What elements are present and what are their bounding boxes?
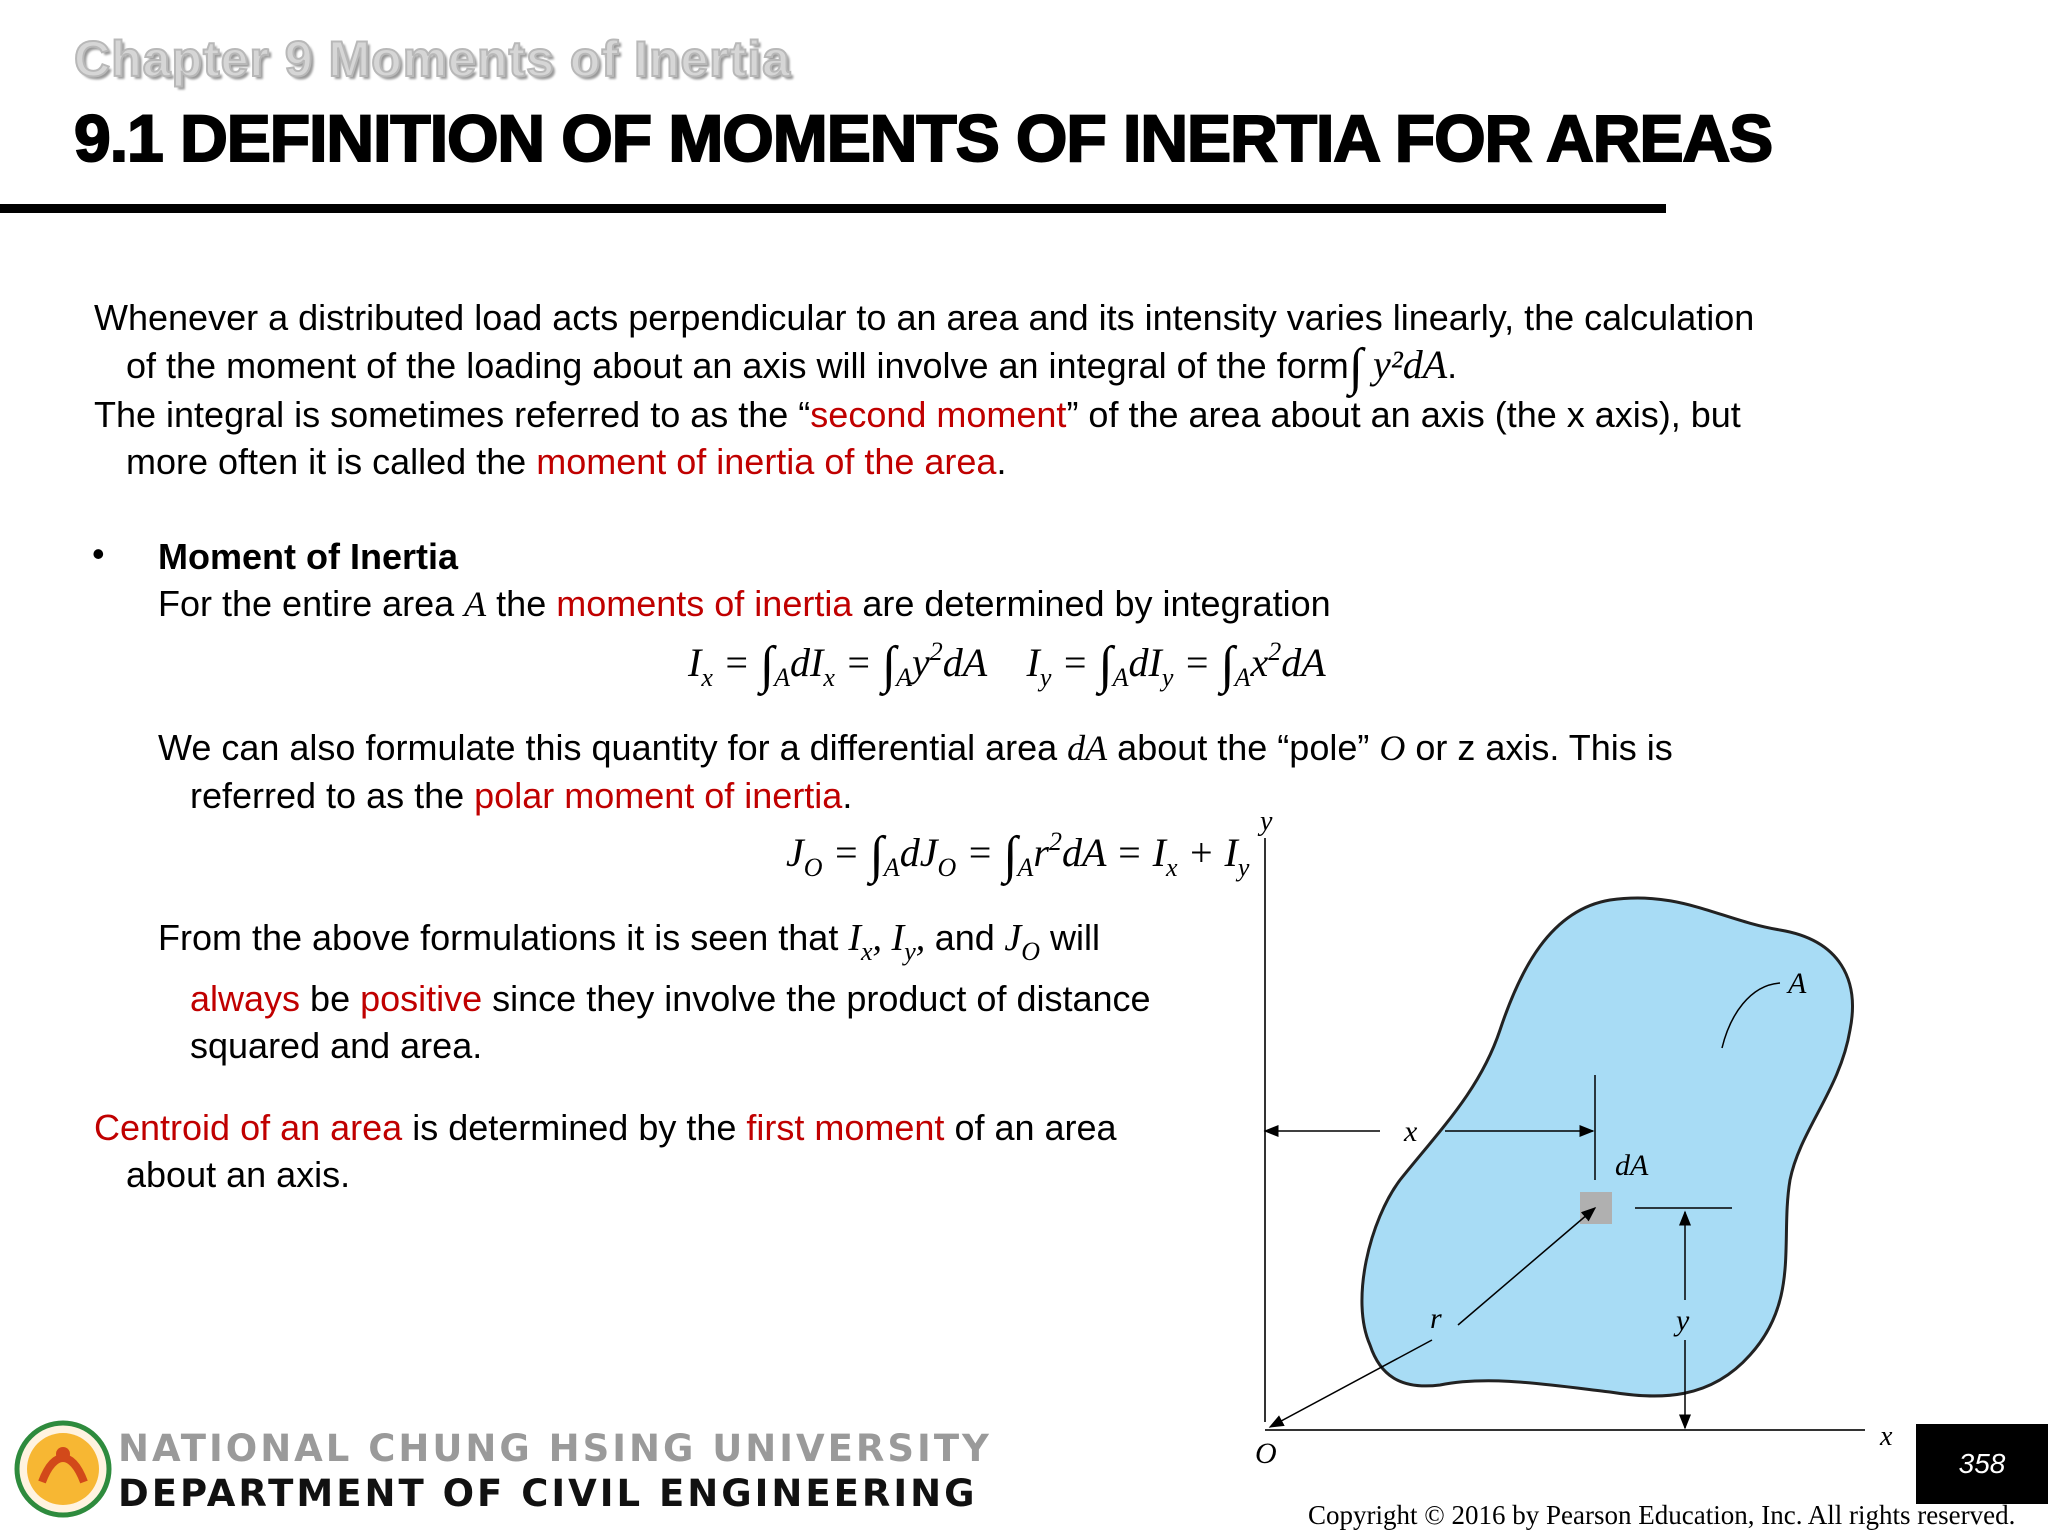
department-name: DEPARTMENT OF CIVIL ENGINEERING: [118, 1472, 978, 1515]
moment-of-inertia-term: moment of inertia of the area: [536, 441, 997, 482]
moment-equations: $I_x = \int_AdI_x = \int_Ay^2dA$ $I_y = \int_AdI_y = \int_Ax^2dA$: [688, 637, 1326, 694]
moments-of-inertia-term: moments of inertia: [556, 583, 853, 624]
integral-form: y²dA: [1372, 342, 1448, 387]
intro-line-3: The integral is sometimes referred to as the “second moment” of the area about an axis (the x axis), but: [94, 394, 1741, 435]
positive-term: positive: [360, 978, 483, 1019]
intro-line-1: Whenever a distributed load acts perpendicular to an area and its intensity varies linearly, the calculation: [94, 297, 1755, 338]
centroid-paragraph: [94, 1104, 1117, 1198]
moment-of-inertia-section: [158, 533, 1331, 628]
polar-moment-term: polar moment of inertia: [474, 775, 843, 816]
copyright-notice: Copyright © 2016 by Pearson Education, Inc. All rights reserved.: [1308, 1500, 2016, 1530]
title-underline: [0, 204, 1666, 213]
centroid-line-2: about an axis.: [126, 1154, 351, 1195]
section-heading: Moment of Inertia: [158, 536, 459, 577]
positive-line-1: From the above formulations it is seen that $I_x$, $I_y$, and $J_O$ will: [158, 917, 1100, 966]
first-moment-term: first moment: [746, 1107, 945, 1148]
chapter-heading: Chapter 9 Moments of Inertia: [74, 31, 791, 87]
dA-element: [1580, 1192, 1612, 1224]
polar-line-2: referred to as the polar moment of inertia.: [190, 775, 853, 816]
intro-line-2: of the moment of the loading about an axis will involve an integral of the form∫ y²dA.: [126, 339, 1458, 396]
y-axis-label: y: [1260, 806, 1273, 837]
second-moment-term: second moment: [810, 394, 1067, 435]
area-figure: [1240, 800, 1940, 1480]
centroid-line-1: Centroid of an area is determined by the first moment of an area: [94, 1107, 1117, 1148]
intro-line-4: more often it is called the moment of inertia of the area.: [126, 441, 1007, 482]
section-line: For the entire area A the moments of inertia are determined by integration: [158, 583, 1331, 624]
origin-label: O: [1255, 1437, 1277, 1470]
r-label: r: [1430, 1302, 1442, 1335]
slide-title: 9.1 DEFINITION OF MOMENTS OF INERTIA FOR AREAS: [74, 101, 1773, 175]
dA-label: dA: [1615, 1149, 1649, 1182]
polar-line-1: We can also formulate this quantity for a differential area dA about the “pole” O or z axis. This is: [158, 727, 1673, 768]
positive-paragraph: [158, 914, 1151, 1069]
page-number: 358: [1916, 1424, 2048, 1504]
university-name: NATIONAL CHUNG HSING UNIVERSITY: [118, 1427, 992, 1470]
x-distance-label: x: [1404, 1115, 1418, 1148]
y-distance-label: y: [1676, 1304, 1690, 1337]
polar-equation: $J_O = \int_AdJ_O = \int_Ar^2dA = I_x + I_y$: [786, 827, 1250, 884]
positive-line-2: always be positive since they involve the product of distance: [190, 978, 1151, 1019]
intro-paragraph: [94, 294, 1754, 485]
bullet-marker: •: [92, 533, 105, 574]
area-label: A: [1788, 967, 1807, 1000]
centroid-term: Centroid of an area: [94, 1107, 403, 1148]
always-term: always: [190, 978, 301, 1019]
x-axis-label: x: [1880, 1421, 1893, 1452]
university-logo: [14, 1420, 112, 1518]
positive-line-3: squared and area.: [190, 1025, 483, 1066]
